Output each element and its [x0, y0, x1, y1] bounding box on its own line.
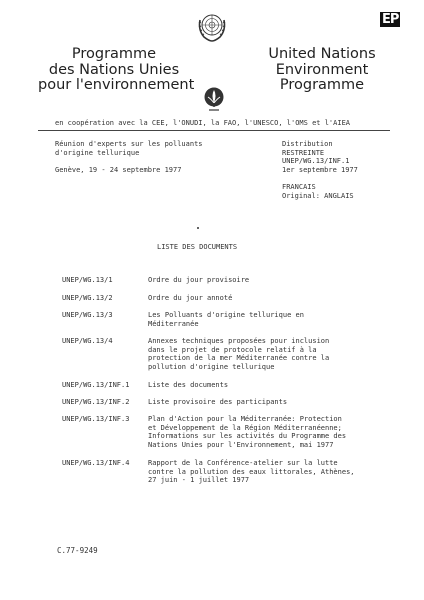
language-line: Original: ANGLAIS: [282, 191, 354, 200]
document-title: [148, 294, 378, 303]
list-heading: LISTE DES DOCUMENTS: [157, 243, 238, 251]
document-title: [148, 381, 378, 390]
document-code: UNEP/WG.13/INF.2: [62, 398, 130, 406]
language-block: [282, 183, 354, 200]
meeting-name: [55, 140, 203, 157]
document-title-line: Méditerranée: [148, 319, 199, 328]
document-title-line: Ordre du jour annoté: [148, 294, 233, 302]
document-title-line: pollution d'origine tellurique: [148, 362, 275, 371]
document-title: [148, 311, 378, 328]
title-french-line: Programme: [71, 46, 157, 62]
title-french-line: pour l'environnement: [38, 77, 195, 93]
document-code: UNEP/WG.13/1: [62, 276, 113, 284]
document-code: UNEP/WG.13/4: [62, 337, 113, 345]
document-code: UNEP/WG.13/INF.1: [62, 381, 130, 389]
document-title-line: protection de la mer Méditerranée contre la: [148, 354, 330, 363]
document-title-line: Ordre du jour provisoire: [148, 276, 250, 284]
document-code: UNEP/WG.13/2: [62, 294, 113, 302]
document-title-line: Les Polluants d'origine tellurique en: [148, 311, 304, 319]
document-title-line: Rapport de la Conférence-atelier sur la lutte: [148, 459, 338, 467]
document-code: UNEP/WG.13/3: [62, 311, 113, 319]
title-english-line: United Nations: [268, 46, 376, 62]
mark-dot: [197, 227, 199, 229]
header-divider: [38, 130, 390, 131]
document-title-line: 27 juin - 1 juillet 1977: [148, 476, 250, 485]
document-title-line: contre la pollution des eaux littorales, Athènes,: [148, 467, 355, 476]
document-title-line: et Développement de la Région Méditerranéenne;: [148, 423, 342, 432]
title-english-line: Programme: [279, 77, 365, 93]
title-english: [262, 47, 382, 94]
document-title: [148, 459, 378, 485]
document-title-line: Informations sur les activités du Programme des: [148, 432, 347, 441]
document-title-line: Plan d'Action pour la Méditerranée: Protection: [148, 415, 342, 423]
document-title: [148, 337, 378, 371]
footer-reference: C.77-9249: [57, 546, 98, 555]
cooperation-line: en coopération avec la CEE, l'ONUDI, la FAO, l'UNESCO, l'OMS et l'AIEA: [55, 119, 351, 127]
title-french-line: des Nations Unies: [48, 61, 180, 78]
distribution-line: RESTREINTE: [282, 148, 325, 157]
document-title-line: Annexes techniques proposées pour inclusion: [148, 337, 330, 345]
document-title: [148, 276, 378, 285]
distribution-line: UNEP/WG.13/INF.1: [282, 157, 350, 166]
document-title-line: Liste provisoire des participants: [148, 398, 288, 406]
title-english-line: Environment: [275, 61, 369, 78]
distribution-block: [282, 140, 358, 174]
distribution-line: Distribution: [282, 140, 333, 148]
document-title-line: Nations Unies pour l'Environnement, mai 1977: [148, 440, 334, 449]
title-french: [38, 46, 195, 94]
meeting-name-line: d'origine tellurique: [55, 148, 140, 157]
document-title: [148, 415, 378, 449]
document-title-line: Liste des documents: [148, 381, 229, 389]
document-code: UNEP/WG.13/INF.4: [62, 459, 130, 467]
meeting-name-line: Réunion d'experts sur les polluants: [55, 140, 203, 148]
un-emblem-icon: [195, 10, 229, 44]
document-title-line: dans le projet de protocole relatif à la: [148, 345, 317, 354]
document-code: UNEP/WG.13/INF.3: [62, 415, 130, 423]
meeting-place-date: Genève, 19 - 24 septembre 1977: [55, 166, 182, 174]
distribution-line: 1er septembre 1977: [282, 165, 358, 174]
stamp-badge: EP: [382, 12, 399, 27]
language-line: FRANCAIS: [282, 183, 316, 191]
unep-logo-icon: [203, 86, 225, 112]
document-title: [148, 398, 378, 407]
